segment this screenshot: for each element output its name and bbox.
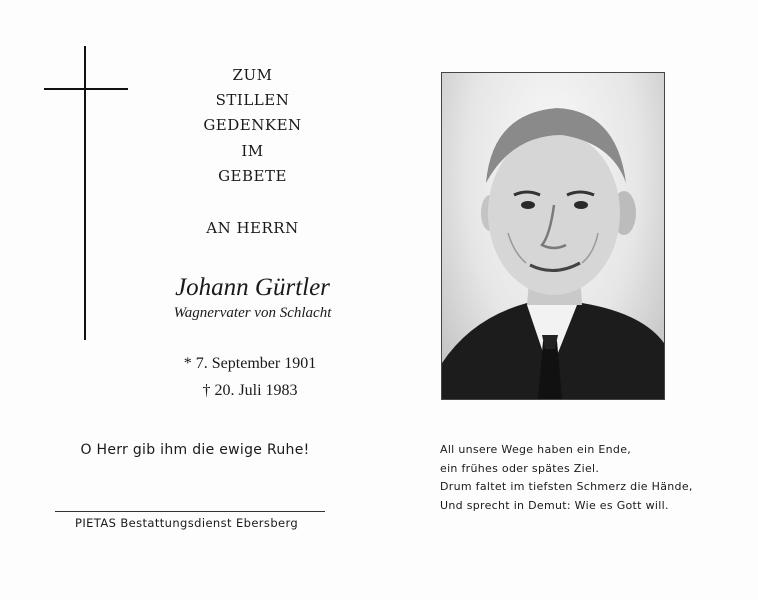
funeral-home: PIETAS Bestattungsdienst Ebersberg	[75, 516, 299, 530]
birth-date: * 7. September 1901	[183, 355, 317, 372]
verse-line-4: Und sprecht in Demut: Wie es Gott will.	[440, 498, 669, 512]
heading-line-4: IM	[241, 142, 264, 160]
deceased-name: Johann Gürtler	[175, 274, 330, 301]
verse-line-1: All unsere Wege haben ein Ende,	[440, 443, 632, 456]
heading-line-1: ZUM	[232, 66, 273, 84]
heading-line-3: GEDENKEN	[203, 116, 302, 134]
verse-line-2: ein frühes oder spätes Ziel.	[440, 461, 600, 475]
deceased-occupation: Wagnervater von Schlacht	[173, 305, 332, 321]
divider	[55, 511, 325, 512]
prayer-text: O Herr gib ihm die ewige Ruhe!	[80, 442, 310, 458]
cross-icon-bar	[44, 88, 128, 90]
death-date: † 20. Juli 1983	[202, 382, 298, 399]
cross-icon	[84, 46, 86, 340]
verse-line-3: Drum faltet im tiefsten Schmerz die Hände,	[440, 480, 693, 493]
portrait-photo	[441, 72, 665, 400]
salutation: AN HERRN	[206, 219, 299, 237]
heading-line-2: STILLEN	[215, 91, 290, 109]
verse	[440, 441, 693, 515]
heading-line-5: GEBETE	[218, 167, 287, 185]
